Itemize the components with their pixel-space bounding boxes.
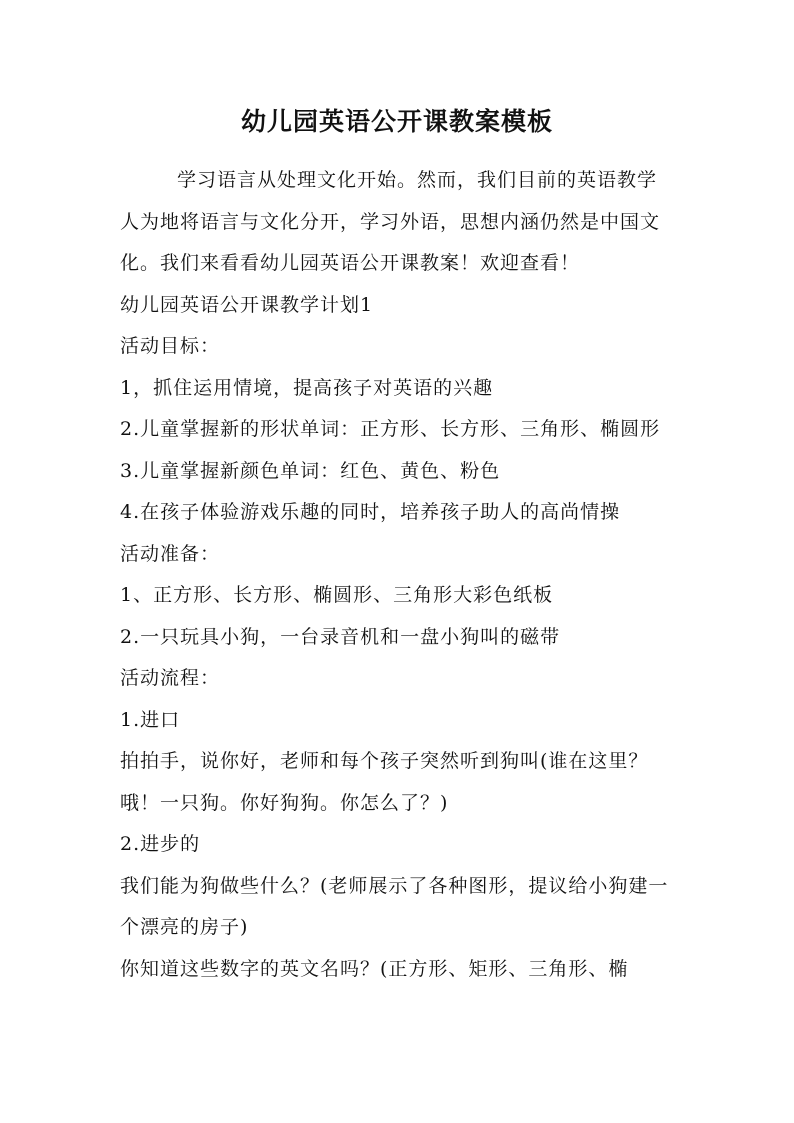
goal-item-3: 3.儿童掌握新颜色单词：红色、黄色、粉色 <box>120 459 501 482</box>
process-step-1: 1.进口 <box>120 708 181 731</box>
goal-item-1: 1，抓住运用情境，提高孩子对英语的兴趣 <box>120 376 494 399</box>
section-heading-process: 活动流程： <box>120 667 221 689</box>
preparation-item-1: 1、正方形、长方形、椭圆形、三角形大彩色纸板 <box>120 584 554 606</box>
plan-heading: 幼儿园英语公开课教学计划1 <box>120 293 374 316</box>
document-body <box>120 160 676 990</box>
document-title: 幼儿园英语公开课教案模板 <box>240 107 553 136</box>
process-paragraph-3: 你知道这些数字的英文名吗？(正方形、矩形、三角形、椭 <box>120 957 629 980</box>
process-paragraph-2: 我们能为狗做些什么？(老师展示了各种图形，提议给小狗建一个漂亮的房子) <box>120 874 669 938</box>
process-step-2: 2.进步的 <box>120 833 201 855</box>
goal-item-4: 4.在孩子体验游戏乐趣的同时，培养孩子助人的高尚情操 <box>120 501 621 523</box>
section-heading-goals: 活动目标： <box>120 335 221 357</box>
intro-paragraph: 学习语言从处理文化开始。然而，我们目前的英语教学人为地将语言与文化分开，学习外语，思想内涵仍然是中国文化。我们来看看幼儿园英语公开课教案！欢迎查看！ <box>120 169 661 274</box>
section-heading-preparation: 活动准备： <box>120 542 221 565</box>
preparation-item-2: 2.一只玩具小狗，一台录音机和一盘小狗叫的磁带 <box>120 625 561 648</box>
goal-item-2: 2.儿童掌握新的形状单词：正方形、长方形、三角形、椭圆形 <box>120 418 661 440</box>
process-paragraph-1: 拍拍手，说你好，老师和每个孩子突然听到狗叫(谁在这里？哦！一只狗。你好狗狗。你怎么了？) <box>120 750 649 814</box>
